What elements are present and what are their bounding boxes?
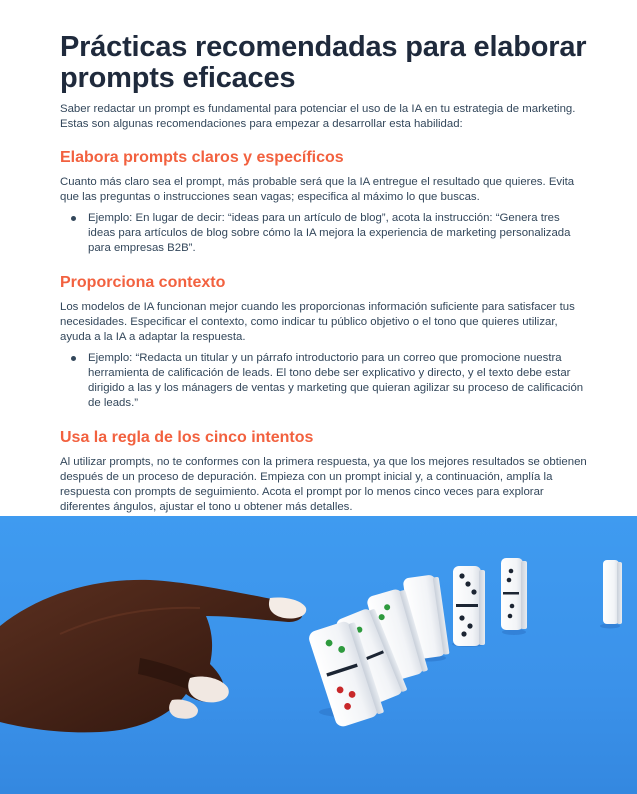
article [60, 32, 590, 515]
example-bullet: Ejemplo: En lugar de decir: “ideas para un artículo de blog”, acota la instrucción: “Genera tres ideas para artículos de blog sobre cómo la IA mejora la experiencia de marketing personalizada para empresas B2B”. [88, 211, 590, 256]
section-heading-context: Proporciona contexto [60, 274, 226, 291]
dominoes-photo [0, 516, 637, 794]
example-list [60, 211, 590, 256]
domino [603, 560, 622, 624]
intro-paragraph: Saber redactar un prompt es fundamental para potenciar el uso de la IA en tu estrategia de marketing. Estas son algunas recomendaciones para empezar a desarrollar esta habilidad: [60, 103, 576, 130]
section-heading-clear-prompts: Elabora prompts claros y específicos [60, 149, 344, 166]
example-list [60, 351, 590, 411]
page-title: Prácticas recomendadas para elaborar prompts eficaces [60, 31, 587, 94]
hand [0, 580, 306, 733]
example-bullet: Ejemplo: “Redacta un titular y un párrafo introductorio para un correo que promocione nuestra herramienta de calificación de leads. El tono debe ser explicativo y directo, y el texto debe estar dirigido a las y los mánagers de ventas y marketing que quieran agilizar su proceso de calificación de leads.” [88, 351, 590, 411]
section-body-five-tries: Al utilizar prompts, no te conformes con la primera respuesta, ya que los mejores resultados se obtienen después de un proceso de depuración. Empieza con un prompt inicial y, a continuación, amplía la respuesta con prompts de seguimiento. Acota el prompt por lo menos cinco veces para explorar diferentes ángulos, ajustar el tono u obtener más detalles. [60, 456, 587, 513]
section-body-clear-prompts: Cuanto más claro sea el prompt, más probable será que la IA entregue el resultado que quieres. Evita que las preguntas o instrucciones sean vagas; especifica al máximo lo que buscas. [60, 176, 575, 203]
domino [453, 566, 485, 646]
section-body-context: Los modelos de IA funcionan mejor cuando les proporcionas información suficiente para satisfacer tus necesidades. Especificar el contexto, como indicar tu público objetivo o el tono que quieres utilizar, ayuda a la IA a adaptar la respuesta. [60, 301, 575, 343]
domino [501, 558, 527, 630]
section-heading-five-tries: Usa la regla de los cinco intentos [60, 429, 314, 446]
hand-pushing-dominoes-photo [0, 516, 637, 794]
